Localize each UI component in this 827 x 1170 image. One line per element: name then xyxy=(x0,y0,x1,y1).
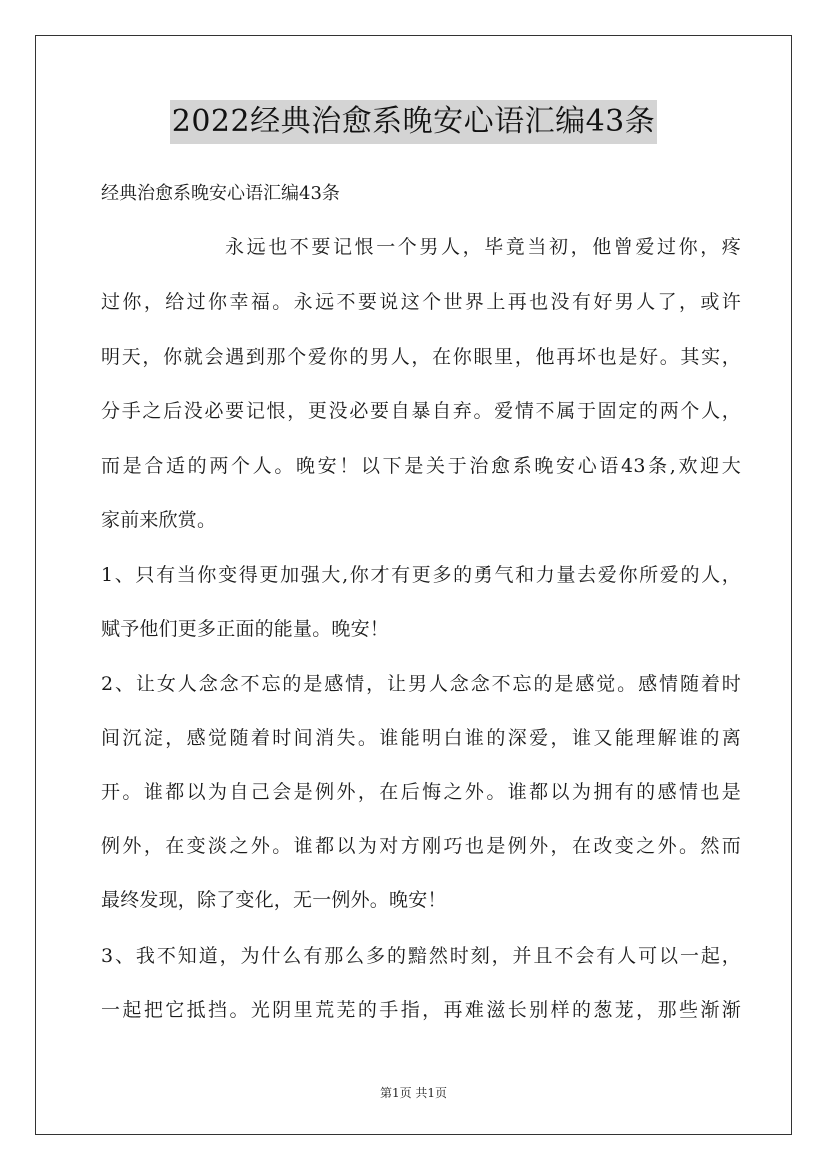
paragraph-line: 而是合适的两个人。晚安！以下是关于治愈系晚安心语43条,欢迎大 xyxy=(101,455,741,477)
paragraph-line: 家前来欣赏。 xyxy=(101,509,217,531)
document-title: 2022经典治愈系晚安心语汇编43条 xyxy=(170,100,658,144)
list-item-line: 间沉淀，感觉随着时间消失。谁能明白谁的深爱，谁又能理解谁的离 xyxy=(101,727,741,749)
list-item-line: 1、只有当你变得更加强大,你才有更多的勇气和力量去爱你所爱的人， xyxy=(101,564,741,586)
title-container xyxy=(0,100,827,144)
paragraph-line: 明天，你就会遇到那个爱你的男人，在你眼里，他再坏也是好。其实， xyxy=(101,346,741,368)
list-item-line: 例外，在变淡之外。谁都以为对方刚巧也是例外，在改变之外。然而 xyxy=(101,835,741,857)
paragraph-line: 过你，给过你幸福。永远不要说这个世界上再也没有好男人了，或许 xyxy=(101,291,741,313)
list-item-line: 开。谁都以为自己会是例外，在后悔之外。谁都以为拥有的感情也是 xyxy=(101,781,741,803)
list-item-line: 3、我不知道，为什么有那么多的黯然时刻，并且不会有人可以一起， xyxy=(101,945,741,967)
paragraph-line: 永远也不要记恨一个男人，毕竟当初，他曾爱过你，疼 xyxy=(225,236,741,258)
list-item-line: 最终发现，除了变化，无一例外。晚安！ xyxy=(101,889,447,911)
paragraph-line: 分手之后没必要记恨，更没必要自暴自弃。爱情不属于固定的两个人， xyxy=(101,400,741,422)
list-item-line: 2、让女人念念不忘的是感情，让男人念念不忘的是感觉。感情随着时 xyxy=(101,673,741,695)
list-item-line: 赋予他们更多正面的能量。晚安！ xyxy=(101,618,390,640)
list-item-line: 一起把它抵挡。光阴里荒芜的手指，再难滋长别样的葱茏，那些渐渐 xyxy=(101,999,741,1021)
document-subtitle: 经典治愈系晚安心语汇编43条 xyxy=(101,183,340,204)
page-footer: 第1页 共1页 xyxy=(379,1086,448,1100)
